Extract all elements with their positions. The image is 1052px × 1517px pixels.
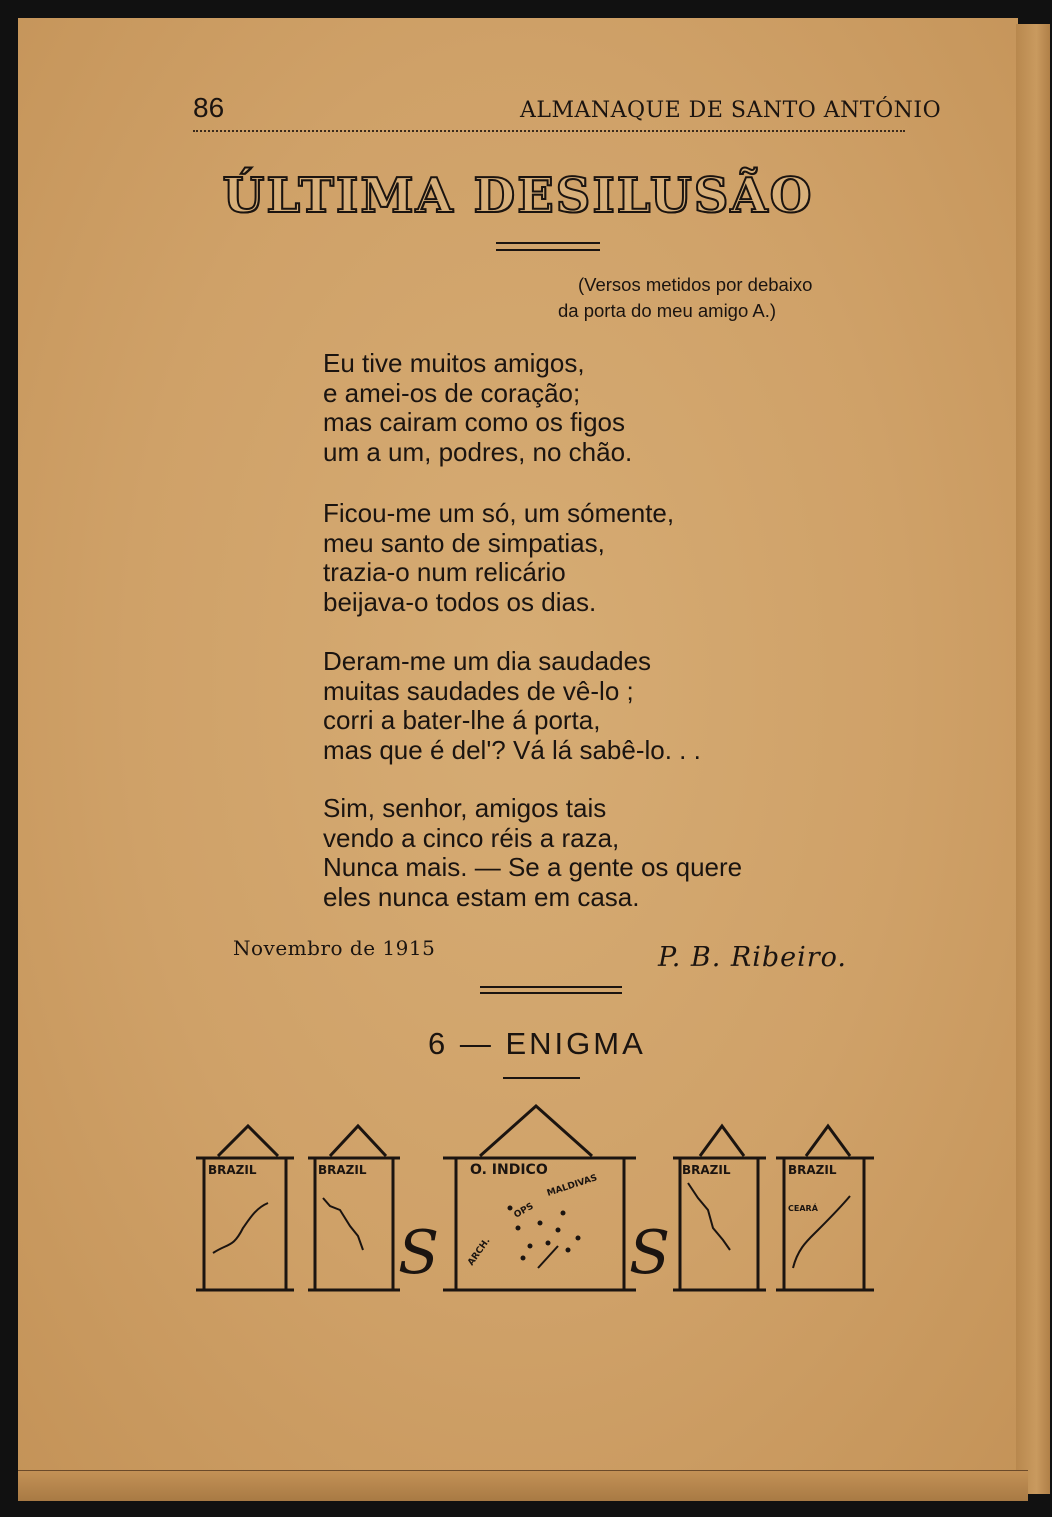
enigma-rebus-drawing	[18, 18, 1018, 1488]
verse-line: corri a bater-lhe á porta,	[323, 705, 601, 735]
poem-title: ÚLTIMA DESILUSÃO	[222, 168, 814, 224]
frame-label: BRAZIL	[208, 1163, 257, 1177]
frame-brazil-2	[308, 1126, 400, 1290]
map-label-ceara: CEARÁ	[788, 1204, 818, 1213]
verse-line: eles nunca estam em casa.	[323, 881, 640, 912]
map-label-ops: OPS	[512, 1201, 536, 1221]
frame-label: BRAZIL	[788, 1163, 837, 1177]
verse-line: vendo a cinco réis a raza,	[323, 822, 620, 853]
poem-author: P. B. Ribeiro.	[658, 942, 847, 973]
verse-line: Ficou-me um só, um sómente,	[323, 498, 675, 528]
binding-bottom-strip	[18, 1470, 1028, 1501]
verse-line: mas cairam como os figos	[323, 407, 625, 437]
verse-line: Deram-me um dia saudades	[323, 646, 652, 676]
frame-brazil-1	[196, 1126, 294, 1290]
enigma-heading: 6 — ENIGMA	[428, 1026, 646, 1061]
map-label-maldivas: MALDIVAS	[545, 1173, 599, 1199]
frame-label: O. INDICO	[470, 1162, 548, 1178]
verse-line: e amei-os de coração;	[323, 377, 581, 408]
verse-line: meu santo de simpatias,	[323, 527, 605, 558]
rebus-letter-s: S	[398, 1218, 440, 1288]
verse-line: beijava-o todos os dias.	[323, 586, 597, 617]
poem-date: Novembro de 1915	[233, 936, 436, 960]
poem-subtitle-line2: da porta do meu amigo A.)	[558, 300, 777, 321]
verse-line: Nunca mais. — Se a gente os quere	[323, 852, 743, 882]
running-title: ALMANAQUE DE SANTO ANTÓNIO	[520, 98, 942, 123]
page-number: 86	[193, 92, 225, 123]
almanac-page	[18, 18, 1018, 1488]
verse-line: trazia-o num relicário	[323, 557, 566, 587]
verse-line: Eu tive muitos amigos,	[323, 348, 585, 378]
poem-subtitle-line1: (Versos metidos por debaixo	[578, 274, 813, 295]
verse-line: mas que é del'? Vá lá sabê-lo. . .	[323, 734, 701, 765]
map-label-arch: ARCH.	[466, 1236, 493, 1268]
rebus-letter-s: S	[629, 1218, 671, 1288]
frame-label: BRAZIL	[318, 1163, 367, 1177]
verse-line: um a um, podres, no chão.	[323, 436, 633, 467]
verse-line: muitas saudades de vê-lo ;	[323, 675, 634, 706]
adjacent-page-edge	[1016, 24, 1050, 1494]
verse-line: Sim, senhor, amigos tais	[323, 793, 607, 823]
frame-brazil-3	[673, 1126, 766, 1290]
frame-label: BRAZIL	[682, 1163, 731, 1177]
